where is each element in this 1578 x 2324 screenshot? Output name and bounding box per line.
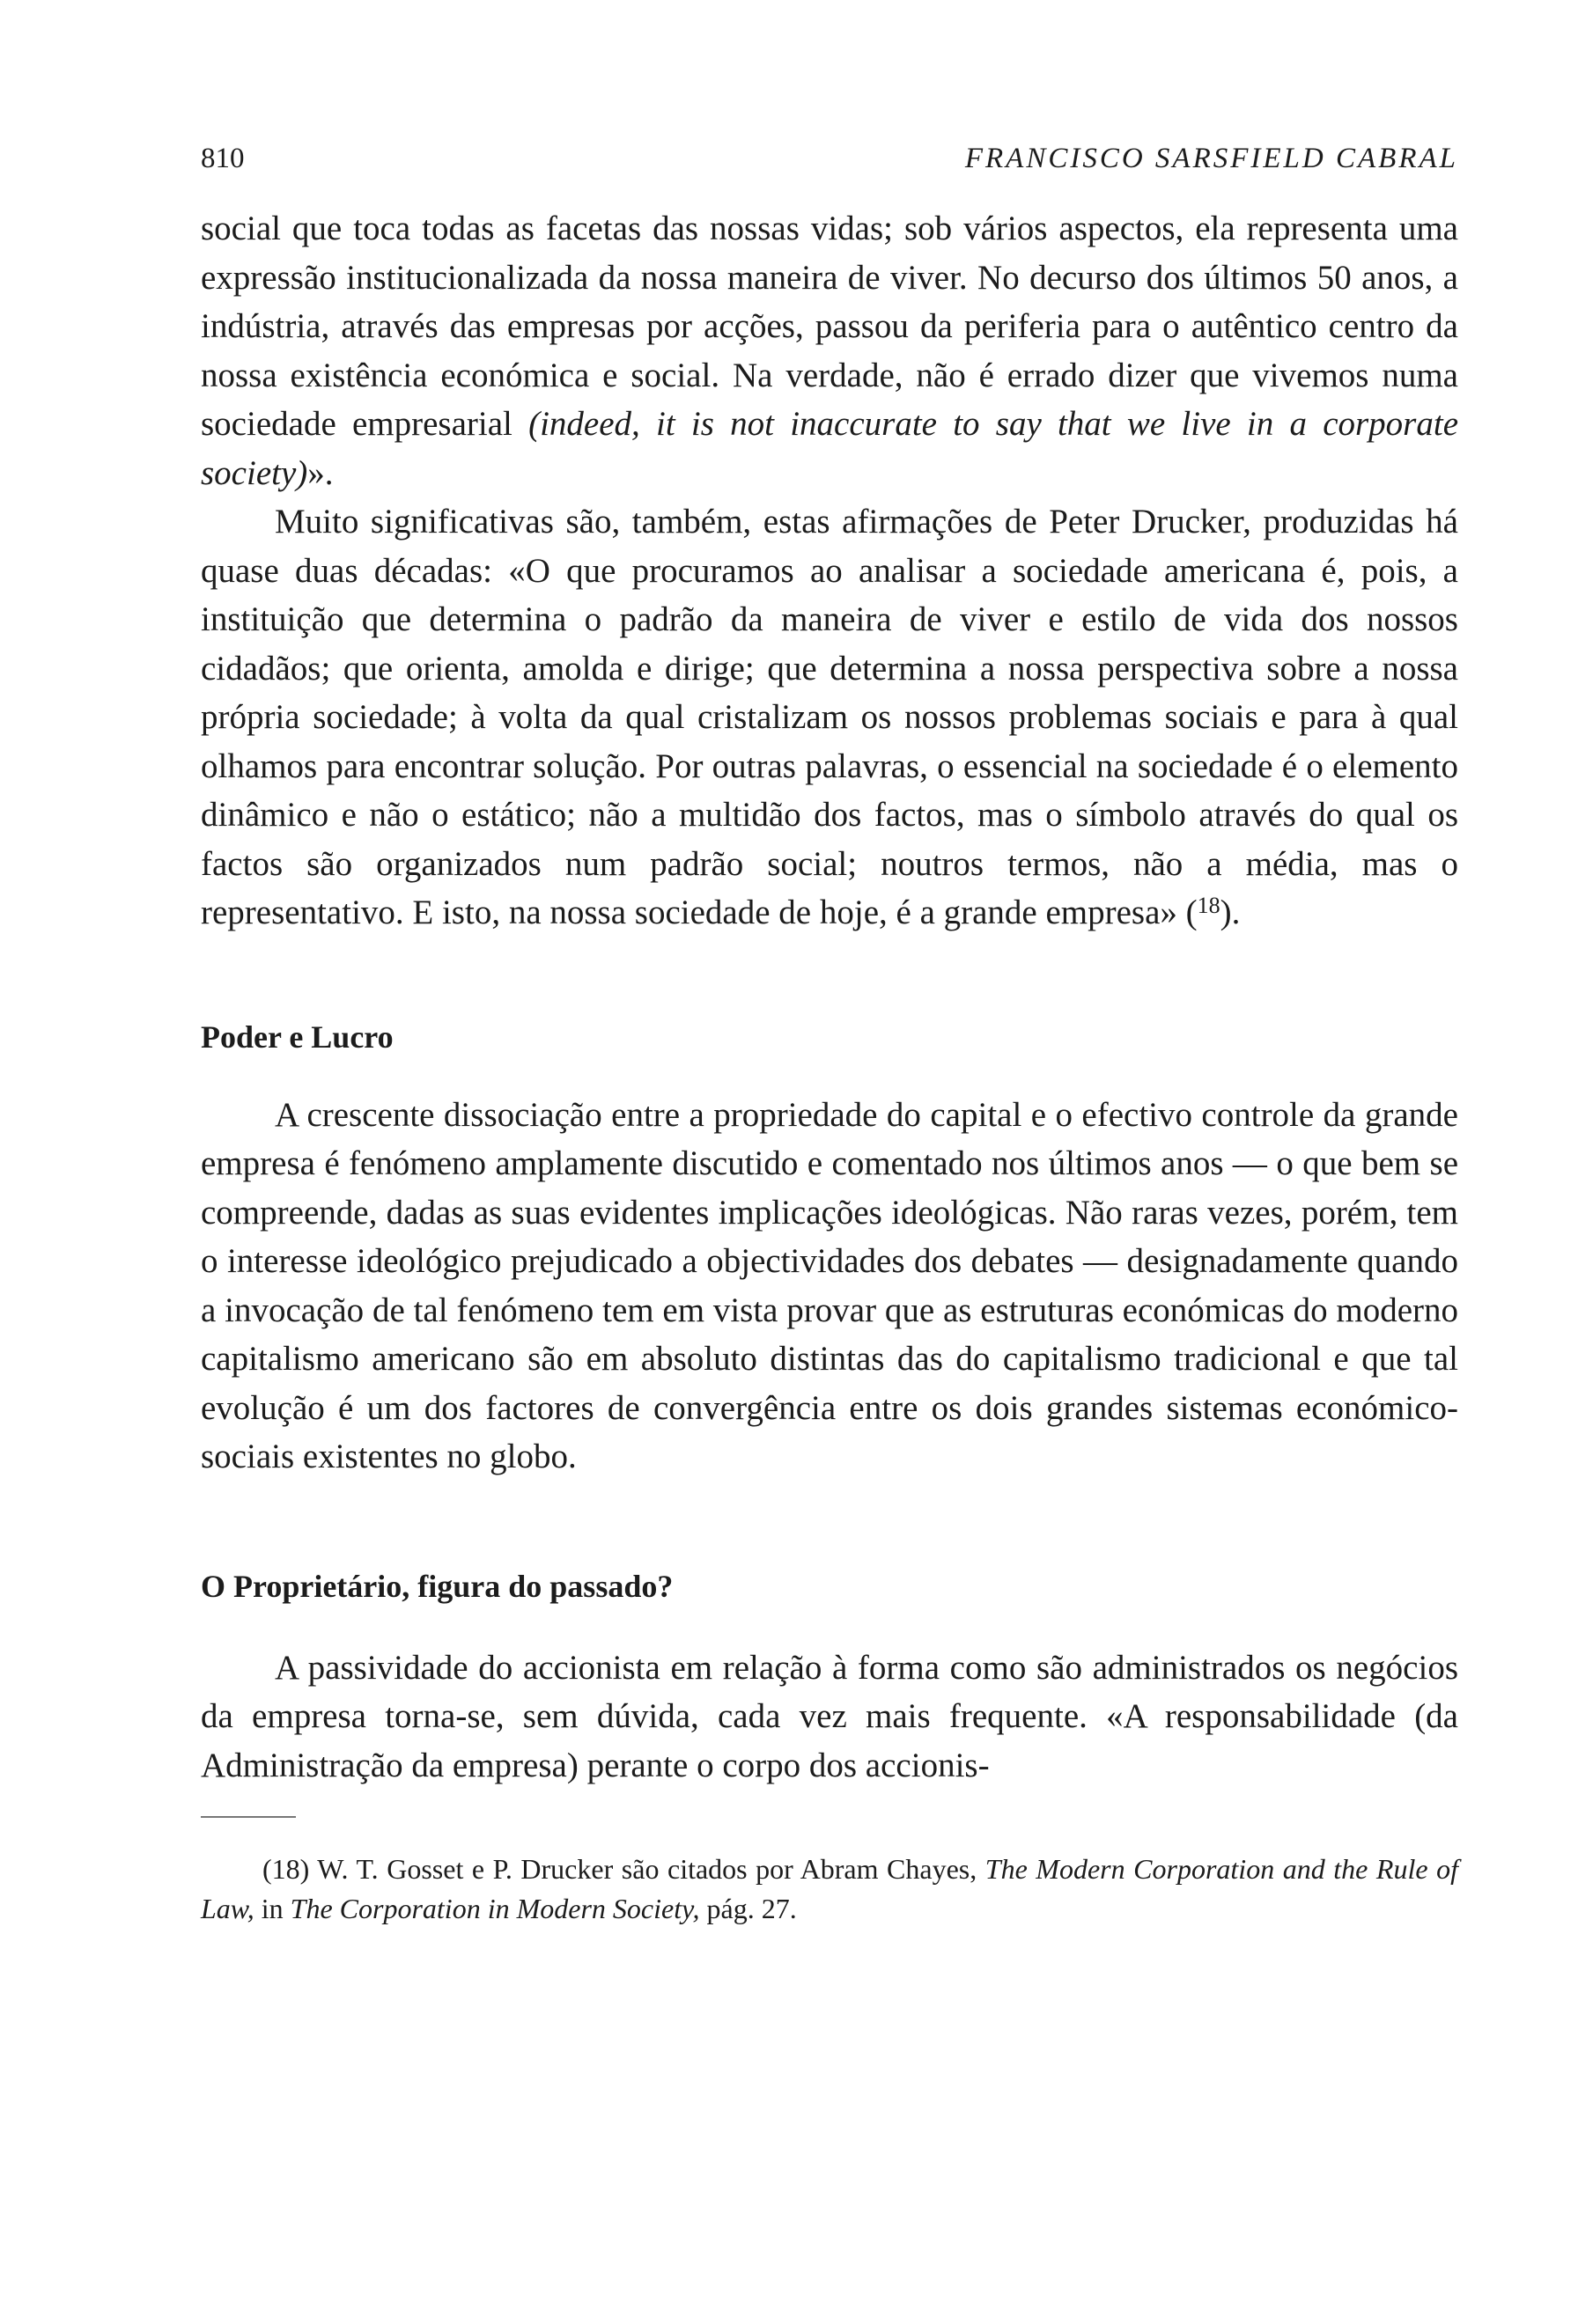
running-head <box>201 132 1458 185</box>
footnote-reference: 18 <box>1197 893 1220 918</box>
english-quote: (indeed, it is not inaccurate to say that we live in a corporate society) <box>201 405 1459 492</box>
running-title: FRANCISCO SARSFIELD CABRAL <box>964 143 1458 174</box>
section-heading-poder-e-lucro: Poder e Lucro <box>201 1019 394 1055</box>
paragraph-drucker-quote <box>201 497 1458 938</box>
document-page <box>201 132 1458 1929</box>
page-number: 810 <box>201 143 245 174</box>
paragraph-text: Muito significativas são, também, estas afirmações de Peter Drucker, produzidas há quase duas décadas: «O que procuramos ao analisar a sociedade americana é, pois, a instituição que determina o padrão da maneira de viver e estilo de vida dos nossos cidadãos; que orienta, amolda e dirige; que determina a nossa perspectiva sobre a nossa própria sociedade; à volta da qual cristalizam os nossos problemas sociais e para à qual olhamos para encontrar solução. Por outras palavras, o essencial na sociedade é o elemento dinâmico e não o estático; não a multidão dos factos, mas o símbolo através do qual os factos são organizados num padrão social; noutros termos, não a média, mas o representativo. E isto, na nossa sociedade de hoje, é a grande empresa» <box>201 503 1458 931</box>
section-heading-proprietario: O Proprietário, figura do passado? <box>201 1568 674 1604</box>
paragraph-continued <box>201 204 1458 497</box>
footnote-marker: (18) <box>262 1853 310 1885</box>
footnote-divider <box>201 1816 296 1818</box>
footnote-title-2: The Corporation in Modern Society, <box>290 1893 700 1924</box>
paragraph-proprietario: A passividade do accionista em relação à forma como são administrados os negócios da empresa torna-se, sem dúvida, cada vez mais frequente. «A responsabilidade (da Administração da empresa) perante o corpo dos accionis- <box>201 1648 1458 1784</box>
footnote-title-1: The Modern Corporation and the Rule of Law, <box>201 1853 1459 1924</box>
paragraph-poder-e-lucro: A crescente dissociação entre a propriedade do capital e o efectivo controle da grande empresa é fenómeno amplamente discutido e comentado nos últimos anos — o que bem se compreende, dadas as suas evidentes implicações ideológicas. Não raras vezes, porém, tem o interesse ideológico prejudicado a objectividades dos debates — designadamente quando a invocação de tal fenómeno tem em vista provar que as estruturas económicas do moderno capitalismo americano são em absoluto distintas das do capitalismo tradicional e que tal evolução é um dos factores de convergência entre os dois grandes sistemas económico-sociais existentes no globo. <box>201 1095 1458 1475</box>
ref-open: ( <box>1176 894 1198 931</box>
paragraph-text: social que toca todas as facetas das nossas vidas; sob vários aspectos, ela representa uma expressão institucionalizada da nossa maneira de viver. No decurso dos últimos 50 anos, a indústria, através das empresas por acções, passou da periferia para o autêntico centro da nossa existência económica e social. Na verdade, não é errado dizer que vivemos numa sociedade empresarial <box>201 210 1458 443</box>
footnote-text-end: pág. 27. <box>699 1893 797 1924</box>
quote-close: ». <box>307 453 334 492</box>
ref-close: ). <box>1220 894 1241 931</box>
footnote-text: W. T. Gosset e P. Drucker são citados por Abram Chayes, <box>309 1853 985 1885</box>
footnote-18 <box>201 1850 1458 1929</box>
footnote-text-mid: in <box>254 1893 291 1924</box>
